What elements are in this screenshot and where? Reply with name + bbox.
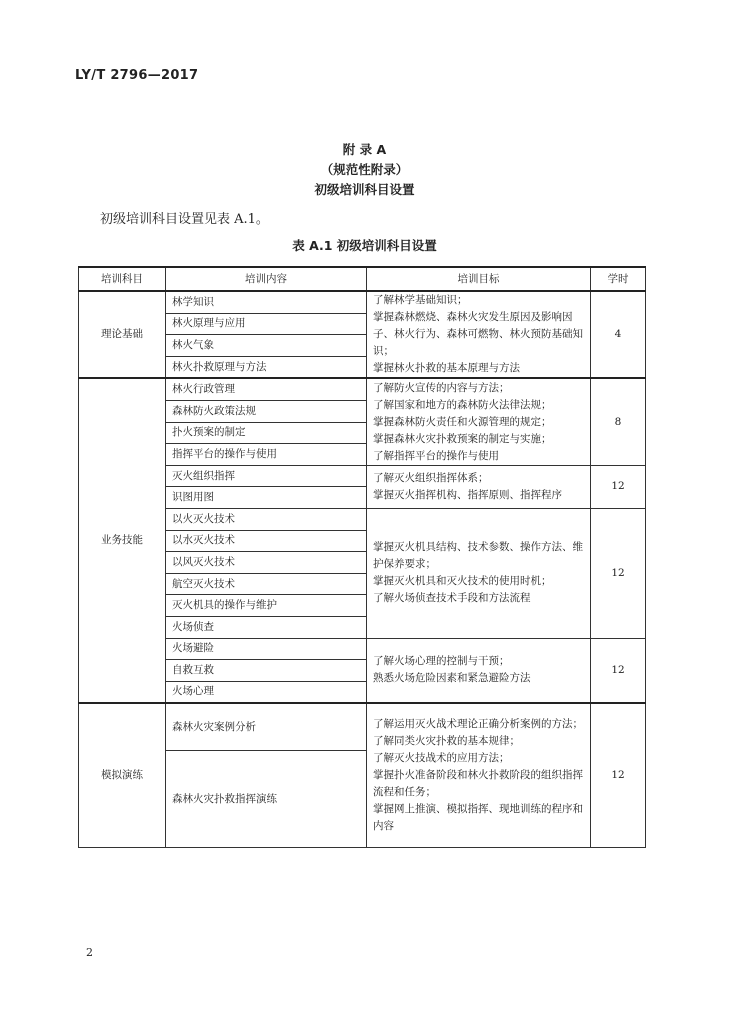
content-cell: 林火行政管理	[166, 378, 367, 400]
content-cell: 森林防火政策法规	[166, 400, 367, 422]
hours-cell: 8	[591, 378, 646, 465]
table-row	[79, 378, 646, 400]
content-cell: 灭火机具的操作与维护	[166, 595, 367, 617]
goal-line: 了解指挥平台的操作与使用	[373, 449, 499, 462]
goal-line: 掌握灭火机具和灭火技术的使用时机；	[373, 575, 552, 588]
goal-cell	[367, 508, 591, 638]
standard-code: LY/T 2796—2017	[75, 68, 199, 83]
content-cell: 林火扑救原理与方法	[166, 356, 367, 378]
content-cell: 火场侦查	[166, 616, 367, 638]
goal-line: 掌握网上推演、模拟指挥、现地训练的程序和内容	[373, 803, 583, 833]
subject-cell: 业务技能	[79, 378, 166, 703]
annex-label: 附 录 A	[342, 142, 387, 157]
content-cell: 灭火组织指挥	[166, 465, 367, 487]
goal-cell	[367, 465, 591, 508]
content-cell: 指挥平台的操作与使用	[166, 444, 367, 466]
table-caption: 表 A.1 初级培训科目设置	[292, 238, 437, 253]
goal-line: 掌握林火扑救的基本原理与方法	[373, 362, 520, 375]
column-header: 培训科目	[79, 267, 166, 291]
content-cell: 航空灭火技术	[166, 573, 367, 595]
goal-line: 了解灭火组织指挥体系；	[373, 471, 489, 484]
hours-cell: 12	[591, 703, 646, 848]
content-cell: 识图用图	[166, 487, 367, 509]
goal-line: 掌握灭火指挥机构、指挥原则、指挥程序	[373, 488, 562, 501]
goal-line: 掌握森林防火责任和火源管理的规定；	[373, 415, 552, 428]
content-cell: 以火灭火技术	[166, 508, 367, 530]
page-number: 2	[86, 946, 93, 959]
hours-cell: 4	[591, 291, 646, 378]
table-row	[79, 703, 646, 751]
subject-cell: 理论基础	[79, 291, 166, 378]
goal-line: 掌握扑火准备阶段和林火扑救阶段的组织指挥流程和任务；	[373, 769, 583, 799]
goal-line: 了解同类火灾扑救的基本规律；	[373, 735, 520, 748]
annex-title: 初级培训科目设置	[314, 182, 415, 197]
column-header: 学时	[591, 267, 646, 291]
annex-nature: （规范性附录）	[320, 162, 409, 177]
goal-line: 了解灭火技战术的应用方法；	[373, 752, 510, 765]
goal-cell	[367, 291, 591, 378]
table-body	[79, 291, 646, 848]
goal-line: 掌握森林燃烧、森林火灾发生原因及影响因子、林火行为、森林可燃物、林火预防基础知识；	[373, 311, 583, 358]
content-cell: 火场心理	[166, 681, 367, 703]
hours-cell: 12	[591, 508, 646, 638]
goal-line: 了解国家和地方的森林防火法律法规；	[373, 398, 552, 411]
content-cell: 森林火灾案例分析	[166, 703, 367, 751]
content-cell: 扑火预案的制定	[166, 422, 367, 444]
goal-cell	[367, 378, 591, 465]
content-cell: 森林火灾扑救指挥演练	[166, 751, 367, 848]
content-cell: 林学知识	[166, 291, 367, 313]
training-table	[78, 266, 646, 848]
goal-line: 了解防火宣传的内容与方法；	[373, 381, 510, 394]
column-header: 培训内容	[166, 267, 367, 291]
goal-line: 熟悉火场危险因素和紧急避险方法	[373, 672, 531, 685]
table-row	[79, 291, 646, 313]
goal-line: 了解火场心理的控制与干预；	[373, 655, 510, 668]
goal-line: 掌握灭火机具结构、技术参数、操作方法、维护保养要求；	[373, 541, 583, 571]
content-cell: 火场避险	[166, 638, 367, 660]
intro-text: 初级培训科目设置见表 A.1。	[100, 212, 269, 227]
goal-cell	[367, 703, 591, 848]
goal-line: 了解林学基础知识；	[373, 294, 468, 307]
content-cell: 林火气象	[166, 335, 367, 357]
subject-cell: 模拟演练	[79, 703, 166, 848]
hours-cell: 12	[591, 638, 646, 703]
content-cell: 以水灭火技术	[166, 530, 367, 552]
column-header: 培训目标	[367, 267, 591, 291]
goal-line: 了解火场侦查技术手段和方法流程	[373, 592, 531, 605]
goal-line: 掌握森林火灾扑救预案的制定与实施；	[373, 432, 552, 445]
content-cell: 林火原理与应用	[166, 313, 367, 335]
content-cell: 自救互救	[166, 660, 367, 682]
goal-cell	[367, 638, 591, 703]
table-header-row	[79, 267, 646, 291]
hours-cell: 12	[591, 465, 646, 508]
goal-line: 了解运用灭火战术理论正确分析案例的方法；	[373, 718, 583, 731]
content-cell: 以风灭火技术	[166, 552, 367, 574]
